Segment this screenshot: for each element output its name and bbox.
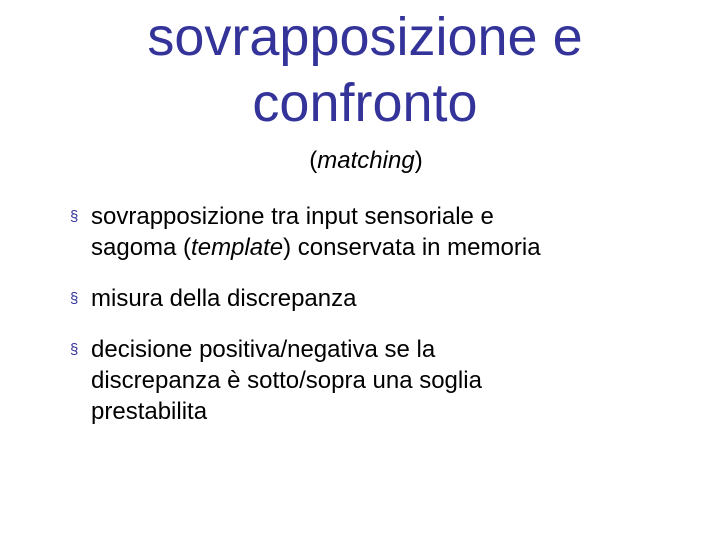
- bullet-text-line: [91, 232, 670, 263]
- subtitle-close-paren: ): [414, 147, 423, 174]
- bullet-marker-icon: §: [70, 341, 79, 358]
- bullet-text-segment: ) conservata in memoria: [283, 234, 541, 261]
- subtitle-open-paren: (: [309, 147, 318, 174]
- bullet-text-line: prestabilita: [91, 398, 208, 425]
- slide-subtitle: [0, 146, 720, 176]
- bullet-item-sovrapposizione: [70, 201, 670, 263]
- slide-title: [60, 4, 670, 136]
- bullet-text-line: discrepanza è sotto/sopra una soglia: [91, 367, 482, 394]
- subtitle-italic-term: matching: [317, 147, 415, 174]
- bullet-text-line: decisione positiva/negativa se la: [91, 336, 436, 363]
- title-line-2: confronto: [252, 73, 478, 133]
- bullet-text-line: sovrapposizione tra input sensoriale e: [91, 203, 494, 230]
- bullet-marker-icon: §: [70, 208, 79, 225]
- bullet-marker-icon: §: [70, 290, 79, 307]
- title-line-1: sovrapposizione e: [147, 7, 583, 67]
- bullet-item-decisione: [70, 334, 670, 427]
- bullet-italic-term: template: [191, 234, 284, 261]
- bullet-text-segment: sagoma (: [91, 234, 192, 261]
- bullet-text-line: misura della discrepanza: [91, 285, 357, 312]
- bullet-list: [70, 201, 670, 427]
- bullet-item-misura: [70, 283, 670, 314]
